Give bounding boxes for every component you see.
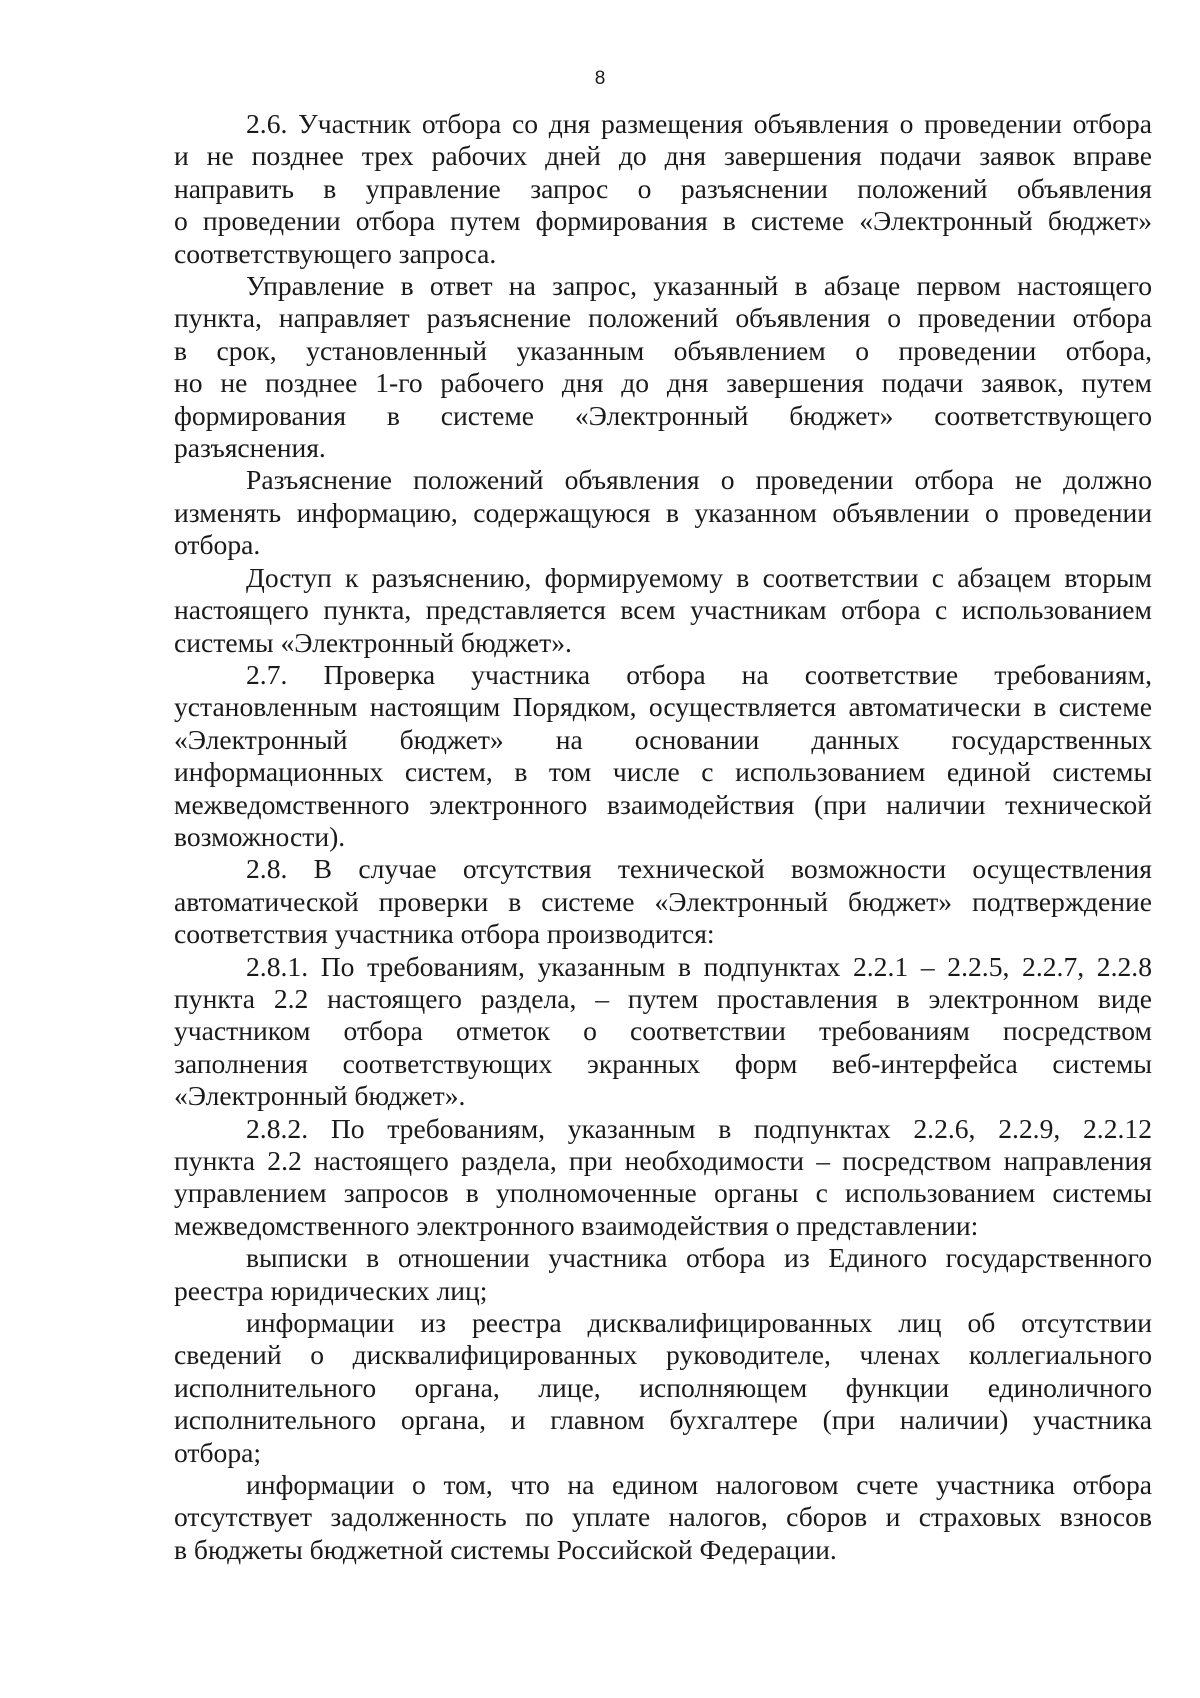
paragraph-line: и не позднее трех рабочих дней до дня завершения подачи заявок вправе <box>174 140 1152 172</box>
paragraph-line: реестра юридических лиц; <box>174 1274 488 1306</box>
paragraph-line: исполнительного органа, и главном бухгалтере (при наличии) участника <box>174 1404 1152 1436</box>
page-number: 8 <box>594 68 606 89</box>
paragraph-line: информационных систем, в том числе с использованием единой системы <box>174 756 1152 788</box>
paragraph-line: Разъяснение положений объявления о проведении отбора не должно <box>246 464 1152 496</box>
paragraph-line: сведений о дисквалифицированных руководителе, членах коллегиального <box>174 1339 1152 1371</box>
paragraph-p-2-8-2 <box>174 1113 1152 1243</box>
paragraph-line: в срок, установленный указанным объявлением о проведении отбора, <box>174 334 1152 366</box>
paragraph-line: о проведении отбора путем формирования в системе «Электронный бюджет» <box>174 205 1152 237</box>
paragraph-line: Управление в ответ на запрос, указанный в абзаце первом настоящего <box>246 270 1152 302</box>
paragraph-line: 2.6. Участник отбора со дня размещения объявления о проведении отбора <box>246 108 1152 139</box>
document-body <box>174 108 1152 1566</box>
paragraph-line: изменять информацию, содержащуюся в указанном объявлении о проведении <box>174 496 1152 528</box>
paragraph-line: Доступ к разъяснению, формируемому в соответствии с абзацем вторым <box>246 561 1152 593</box>
paragraph-p-2-8 <box>174 853 1152 950</box>
paragraph-line: отбора. <box>174 529 261 561</box>
paragraph-p-2-6-abz4 <box>174 562 1152 659</box>
paragraph-line: разъяснения. <box>174 432 326 464</box>
paragraph-line: выписки в отношении участника отбора из Единого государственного <box>246 1242 1152 1274</box>
paragraph-line: пункта 2.2 настоящего раздела, – путем проставления в электронном виде <box>174 982 1152 1014</box>
paragraph-line: настоящего пункта, представляется всем участникам отбора с использованием <box>174 594 1152 626</box>
paragraph-line: управлением запросов в уполномоченные органы с использованием системы <box>174 1177 1152 1209</box>
paragraph-line: направить в управление запрос о разъяснении положений объявления <box>174 172 1152 204</box>
paragraph-p-2-6-abz2 <box>174 270 1152 464</box>
paragraph-line: отсутствует задолженность по уплате налогов, сборов и страховых взносов <box>174 1501 1152 1533</box>
paragraph-line: пункта, направляет разъяснение положений объявления о проведении отбора <box>174 302 1152 334</box>
paragraph-line: соответствующего запроса. <box>174 237 497 269</box>
paragraph-line: 2.8. В случае отсутствия технической возможности осуществления <box>246 853 1152 885</box>
paragraph-line: информации о том, что на едином налоговом счете участника отбора <box>246 1469 1152 1501</box>
paragraph-p-egrul <box>174 1242 1152 1307</box>
paragraph-line: системы «Электронный бюджет». <box>174 626 572 658</box>
paragraph-line: информации из реестра дисквалифицированных лиц об отсутствии <box>246 1307 1152 1339</box>
paragraph-line: заполнения соответствующих экранных форм веб-интерфейса системы <box>174 1047 1152 1079</box>
paragraph-p-2-6-abz3 <box>174 464 1152 561</box>
paragraph-line: исполнительного органа, лице, исполняющем функции единоличного <box>174 1371 1152 1403</box>
paragraph-p-2-6 <box>174 108 1152 270</box>
paragraph-line: межведомственного электронного взаимодействия о представлении: <box>174 1209 979 1241</box>
paragraph-line: участником отбора отметок о соответствии требованиям посредством <box>174 1015 1152 1047</box>
paragraph-p-tax <box>174 1469 1152 1566</box>
paragraph-line: отбора; <box>174 1436 262 1468</box>
paragraph-line: 2.7. Проверка участника отбора на соответствие требованиям, <box>246 658 1152 690</box>
paragraph-line: 2.8.2. По требованиям, указанным в подпунктах 2.2.6, 2.2.9, 2.2.12 <box>246 1112 1152 1144</box>
paragraph-line: межведомственного электронного взаимодействия (при наличии технической <box>174 788 1152 820</box>
paragraph-p-2-7 <box>174 659 1152 853</box>
paragraph-line: но не позднее 1-го рабочего дня до дня завершения подачи заявок, путем <box>174 367 1152 399</box>
paragraph-line: пункта 2.2 настоящего раздела, при необходимости – посредством направления <box>174 1145 1152 1176</box>
paragraph-line: «Электронный бюджет» на основании данных государственных <box>174 723 1152 755</box>
paragraph-p-2-8-1 <box>174 951 1152 1113</box>
paragraph-line: возможности). <box>174 820 346 852</box>
paragraph-p-disq <box>174 1307 1152 1469</box>
paragraph-line: автоматической проверки в системе «Электронный бюджет» подтверждение <box>174 885 1152 917</box>
paragraph-line: 2.8.1. По требованиям, указанным в подпунктах 2.2.1 – 2.2.5, 2.2.7, 2.2.8 <box>246 950 1152 982</box>
paragraph-line: в бюджеты бюджетной системы Российской Федерации. <box>174 1533 837 1565</box>
paragraph-line: «Электронный бюджет». <box>174 1080 466 1112</box>
paragraph-line: формирования в системе «Электронный бюджет» соответствующего <box>174 399 1152 431</box>
paragraph-line: установленным настоящим Порядком, осуществляется автоматически в системе <box>174 691 1152 723</box>
paragraph-line: соответствия участника отбора производится: <box>174 918 715 950</box>
